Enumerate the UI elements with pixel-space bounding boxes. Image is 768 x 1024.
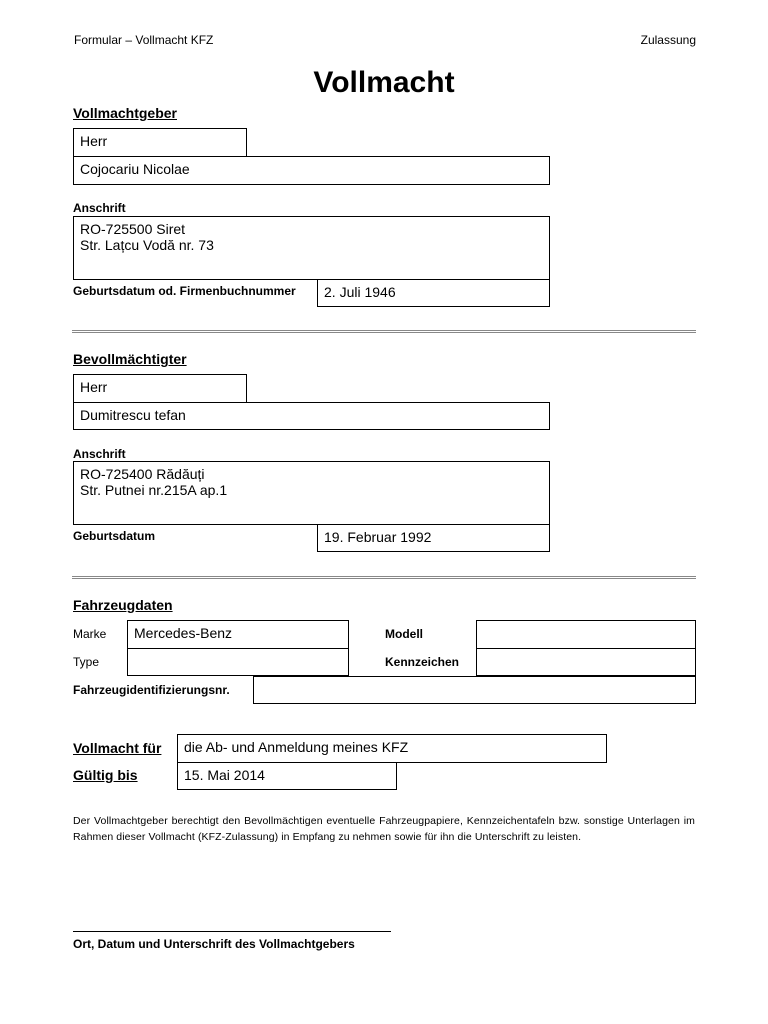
agent-section-title: Bevollmächtigter <box>73 351 187 367</box>
valid-until-field[interactable]: 15. Mai 2014 <box>177 762 397 790</box>
form-header-right: Zulassung <box>640 33 696 47</box>
agent-address-field[interactable]: RO-725400 Rădăuți Str. Putnei nr.215A ap.1 <box>73 461 550 525</box>
grantor-section-title: Vollmachtgeber <box>73 105 177 121</box>
agent-salutation-field[interactable]: Herr <box>73 374 247 403</box>
authorization-text: Der Vollmachtgeber berechtigt den Bevollmächtigen eventuelle Fahrzeugpapiere, Kennzeichentafeln bzw. sonstige Unterlagen im Rahmen dieser Vollmacht (KFZ-Zulassung) in Empfang zu nehmen sowie für ihn die Unterschrift zu leisten. <box>73 815 695 843</box>
model-label: Modell <box>385 627 423 641</box>
signature-line[interactable] <box>73 931 391 932</box>
grantor-address-label: Anschrift <box>73 201 126 215</box>
agent-name-field[interactable]: Dumitrescu tefan <box>73 402 550 430</box>
form-header-left: Formular – Vollmacht KFZ <box>74 33 214 47</box>
agent-birth-label: Geburtsdatum <box>73 529 156 543</box>
page-title: Vollmacht <box>313 66 455 99</box>
model-field[interactable] <box>476 620 696 649</box>
section-divider <box>72 576 696 579</box>
brand-field[interactable]: Mercedes-Benz <box>127 620 349 649</box>
brand-label: Marke <box>73 627 107 641</box>
valid-until-label: Gültig bis <box>73 767 138 783</box>
plate-field[interactable] <box>476 648 696 676</box>
type-label: Type <box>73 655 100 669</box>
grantor-birth-field[interactable]: 2. Juli 1946 <box>317 279 550 307</box>
agent-address-label: Anschrift <box>73 447 126 461</box>
section-divider <box>72 330 696 333</box>
vehicle-section-title: Fahrzeugdaten <box>73 597 173 613</box>
type-field[interactable] <box>127 648 349 676</box>
grantor-name-field[interactable]: Cojocariu Nicolae <box>73 156 550 185</box>
agent-birth-field[interactable]: 19. Februar 1992 <box>317 524 550 552</box>
purpose-field[interactable]: die Ab- und Anmeldung meines KFZ <box>177 734 607 763</box>
grantor-salutation-field[interactable]: Herr <box>73 128 247 157</box>
grantor-birth-label: Geburtsdatum od. Firmenbuchnummer <box>73 284 296 298</box>
purpose-label: Vollmacht für <box>73 740 162 756</box>
grantor-address-field[interactable]: RO-725500 Siret Str. Lațcu Vodă nr. 73 <box>73 216 550 280</box>
plate-label: Kennzeichen <box>385 655 460 669</box>
signature-label: Ort, Datum und Unterschrift des Vollmachtgebers <box>73 937 355 951</box>
vin-label: Fahrzeugidentifizierungsnr. <box>73 683 230 697</box>
vin-field[interactable] <box>253 676 696 704</box>
